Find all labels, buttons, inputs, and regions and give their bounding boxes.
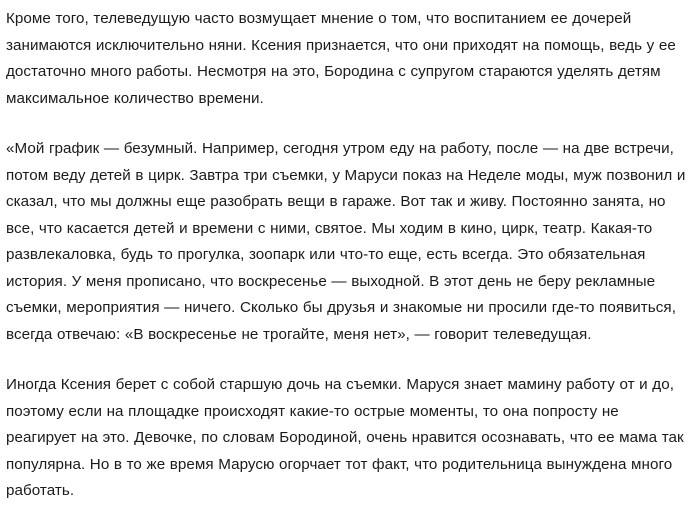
paragraph-3: Иногда Ксения берет с собой старшую дочь на съемки. Маруся знает мамину работу от и до, поэтому если на площадке происходят какие-то острые моменты, то она попросту не реагирует на это. Девочке, по словам Бородиной, очень нравится осознавать, что ее мама так популярна. Но в то же время Марусю огорчает тот факт, что родительница вынуждена много работать.: [6, 376, 684, 499]
paragraph-2: «Мой график — безумный. Например, сегодня утром еду на работу, после — на две встречи, потом веду детей в цирк. Завтра три съемки, у Маруси показ на Неделе моды, муж позвонил и сказал, что мы должны еще разобрать вещи в гараже. Вот так и живу. Постоянно занята, но все, что касается детей и времени с ними, святое. Мы ходим в кино, цирк, театр. Какая-то развлекаловка, будь то прогулка, зоопарк или что-то еще, есть всегда. Это обязательная история. У меня прописано, что воскресенье — выходной. В этот день не беру рекламные съемки, мероприятия — ничего. Сколько бы друзья и знакомые ни просили где-то появиться, всегда отвечаю: «В воскресенье не трогайте, меня нет», — говорит телеведущая.: [6, 140, 686, 343]
paragraph-1: Кроме того, телеведущую часто возмущает мнение о том, что воспитанием ее дочерей занимаются исключительно няни. Ксения признается, что они приходят на помощь, ведь у ее достаточно много работы. Несмотря на это, Бородина с супругом стараются уделять детям максимальное количество времени.: [6, 10, 676, 107]
